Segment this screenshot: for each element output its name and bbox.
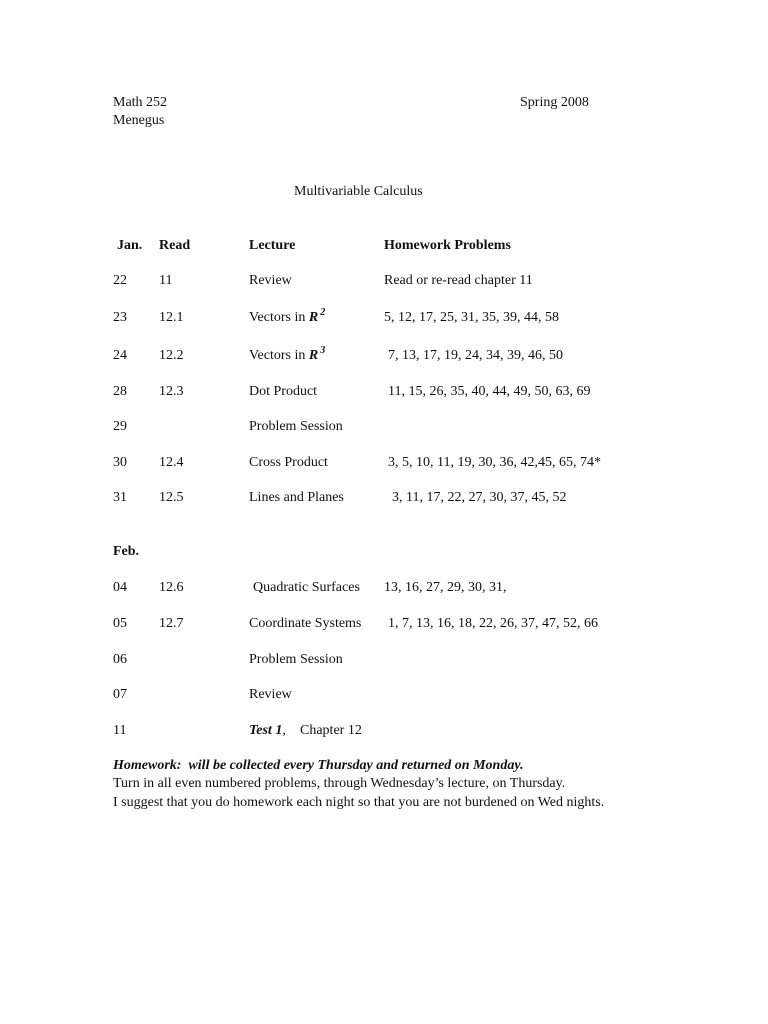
suggestion-note: I suggest that you do homework each night so that you are not burdened on Wed nights. — [113, 795, 605, 810]
row-lecture — [249, 347, 325, 366]
month-label-feb: Feb. — [113, 544, 140, 559]
vector-space-symbol: R — [308, 310, 319, 325]
row-lecture: Dot Product — [249, 384, 318, 399]
vector-space-exponent: 2 — [320, 307, 326, 318]
homework-note-label: Homework: — [113, 758, 182, 773]
row-homework: 3, 11, 17, 22, 27, 30, 37, 45, 52 — [392, 490, 567, 505]
row-date: 05 — [113, 616, 127, 631]
row-lecture: Review — [249, 273, 292, 288]
col-header-read: Read — [159, 238, 191, 253]
row-homework: 11, 15, 26, 35, 40, 44, 49, 50, 63, 69 — [388, 384, 591, 399]
row-lecture: Coordinate Systems — [249, 616, 362, 631]
vector-space-symbol: R — [308, 348, 319, 363]
lecture-text: Vectors in — [249, 310, 306, 325]
row-read: 12.2 — [159, 348, 184, 363]
row-lecture: Problem Session — [249, 652, 343, 667]
row-lecture: Cross Product — [249, 455, 328, 470]
row-date: 24 — [113, 348, 127, 363]
homework-note-text: will be collected every Thursday and returned on Monday. — [188, 758, 524, 773]
vector-space-exponent: 3 — [320, 345, 326, 356]
row-lecture: Review — [249, 687, 292, 702]
row-homework: Read or re-read chapter 11 — [384, 273, 533, 288]
turn-in-note: Turn in all even numbered problems, through Wednesday’s lecture, on Thursday. — [113, 776, 566, 791]
row-read: 12.7 — [159, 616, 184, 631]
row-date: 28 — [113, 384, 127, 399]
row-homework: 5, 12, 17, 25, 31, 35, 39, 44, 58 — [384, 310, 559, 325]
row-read: 12.1 — [159, 310, 184, 325]
row-date: 07 — [113, 687, 127, 702]
row-lecture: Problem Session — [249, 419, 343, 434]
col-header-lecture: Lecture — [249, 238, 296, 253]
col-header-homework: Homework Problems — [384, 238, 511, 253]
row-read: 12.6 — [159, 580, 184, 595]
row-lecture: Lines and Planes — [249, 490, 344, 505]
test-label: Test 1 — [249, 723, 283, 738]
col-header-date: Jan. — [117, 238, 143, 253]
instructor-name: Menegus — [113, 113, 165, 128]
row-date: 31 — [113, 490, 127, 505]
row-lecture — [249, 722, 286, 740]
row-date: 30 — [113, 455, 127, 470]
row-read: 12.5 — [159, 490, 184, 505]
row-date: 04 — [113, 580, 127, 595]
row-homework: 3, 5, 10, 11, 19, 30, 36, 42,45, 65, 74* — [388, 455, 601, 470]
homework-note — [113, 757, 524, 775]
test-label-suffix: , — [282, 723, 286, 738]
row-date: 22 — [113, 273, 127, 288]
row-read: 12.3 — [159, 384, 184, 399]
row-read: 12.4 — [159, 455, 184, 470]
row-homework: 1, 7, 13, 16, 18, 22, 26, 37, 47, 52, 66 — [388, 616, 598, 631]
row-date: 29 — [113, 419, 127, 434]
course-number: Math 252 — [113, 95, 168, 110]
row-read: 11 — [159, 273, 173, 288]
row-date: 06 — [113, 652, 127, 667]
term: Spring 2008 — [520, 95, 589, 110]
row-homework: 7, 13, 17, 19, 24, 34, 39, 46, 50 — [388, 348, 563, 363]
row-lecture: Quadratic Surfaces — [253, 580, 360, 595]
document-title: Multivariable Calculus — [294, 184, 423, 199]
row-date: 11 — [113, 723, 127, 738]
row-lecture — [249, 309, 325, 328]
lecture-text: Vectors in — [249, 348, 306, 363]
row-homework: Chapter 12 — [300, 723, 362, 738]
row-date: 23 — [113, 310, 127, 325]
row-homework: 13, 16, 27, 29, 30, 31, — [384, 580, 507, 595]
